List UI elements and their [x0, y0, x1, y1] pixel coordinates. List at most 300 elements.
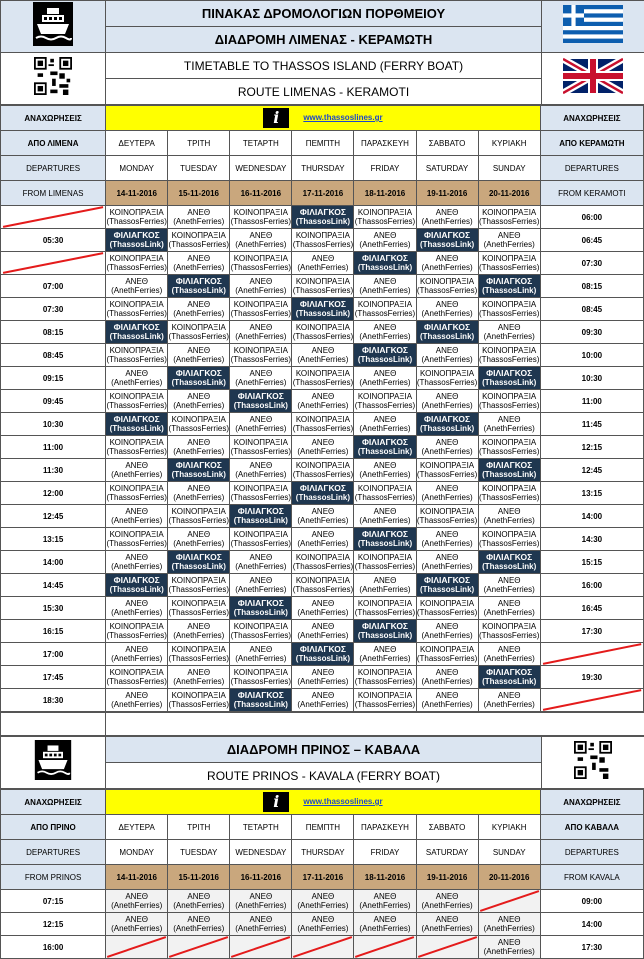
operator-name: ΑΝΕΘ: [292, 392, 353, 401]
operator-name: ΦΙΛΙΑΓΚΟΣ: [168, 461, 229, 470]
label-left: DEPARTURES: [1, 156, 106, 181]
operator-name: ΑΝΕΘ: [230, 415, 291, 424]
operator-cell: [106, 689, 168, 712]
operator-company: (ThassosFerries): [106, 355, 167, 364]
timetable-prinos-kavala: [0, 789, 644, 959]
website-link[interactable]: [106, 790, 541, 815]
operator-cell: [106, 574, 168, 597]
operator-name: ΚΟΙΝΟΠΡΑΞΙΑ: [292, 369, 353, 378]
operator-name: ΑΝΕΘ: [479, 691, 540, 700]
operator-company: (ThassosLink): [230, 516, 291, 525]
departure-time-left: 07:30: [1, 298, 106, 321]
operator-company: (AnethFerries): [106, 516, 167, 525]
operator-name: ΑΝΕΘ: [417, 346, 478, 355]
operator-name: ΑΝΕΘ: [292, 530, 353, 539]
cancelled-slash: [1, 252, 105, 274]
operator-company: (AnethFerries): [168, 447, 229, 456]
operator-cell: [354, 390, 416, 413]
operator-company: (AnethFerries): [168, 924, 229, 933]
operator-cell: [478, 574, 540, 597]
operator-company: (AnethFerries): [292, 608, 353, 617]
operator-name: ΑΝΕΘ: [168, 622, 229, 631]
operator-company: (AnethFerries): [479, 700, 540, 709]
operator-cell: [478, 528, 540, 551]
operator-cell: [478, 689, 540, 712]
operator-cell: [478, 206, 540, 229]
operator-cell: [106, 436, 168, 459]
operator-company: (ThassosLink): [292, 654, 353, 663]
route2-title-en: ROUTE PRINOS - KAVALA (FERRY BOAT): [106, 763, 542, 789]
table-row: [1, 528, 644, 551]
operator-name: ΚΟΙΝΟΠΡΑΞΙΑ: [106, 484, 167, 493]
table-row: [1, 551, 644, 574]
cancelled-slash: [1, 206, 105, 228]
cancelled-slash: [479, 890, 540, 912]
operator-name: ΑΝΕΘ: [230, 231, 291, 240]
operator-name: ΚΟΙΝΟΠΡΑΞΙΑ: [230, 438, 291, 447]
operator-cell: [230, 574, 292, 597]
operator-company: (ThassosLink): [417, 240, 478, 249]
operator-cell: [478, 229, 540, 252]
operator-company: (ThassosLink): [354, 539, 415, 548]
no-sailing-cell: [478, 890, 540, 913]
operator-company: (AnethFerries): [479, 608, 540, 617]
operator-name: ΑΝΕΘ: [106, 645, 167, 654]
operator-name: ΚΟΙΝΟΠΡΑΞΙΑ: [292, 415, 353, 424]
operator-name: ΚΟΙΝΟΠΡΑΞΙΑ: [417, 277, 478, 286]
operator-cell: [106, 551, 168, 574]
operator-company: (ThassosLink): [106, 585, 167, 594]
operator-cell: [478, 505, 540, 528]
operator-name: ΦΙΛΙΑΓΚΟΣ: [168, 369, 229, 378]
cancelled-slash: [541, 689, 643, 711]
departure-time-left: 08:45: [1, 344, 106, 367]
operator-cell: [416, 528, 478, 551]
label-right: DEPARTURES: [540, 156, 643, 181]
operator-cell: [292, 620, 354, 643]
operator-cell: [478, 321, 540, 344]
table-row: [1, 344, 644, 367]
operator-cell: [416, 252, 478, 275]
operator-cell: [416, 620, 478, 643]
operator-name: ΑΝΕΘ: [292, 668, 353, 677]
departure-time-right: 16:00: [540, 574, 643, 597]
operator-cell: [354, 551, 416, 574]
operator-company: (ThassosFerries): [106, 309, 167, 318]
operator-name: ΚΟΙΝΟΠΡΑΞΙΑ: [479, 530, 540, 539]
operator-company: (AnethFerries): [354, 424, 415, 433]
operator-cell: [106, 413, 168, 436]
operator-company: (AnethFerries): [417, 309, 478, 318]
operator-company: (AnethFerries): [230, 424, 291, 433]
operator-cell: [230, 367, 292, 390]
label-right: FROM KAVALA: [540, 865, 643, 890]
operator-company: (AnethFerries): [417, 631, 478, 640]
operator-cell: [416, 574, 478, 597]
operator-name: ΑΝΕΘ: [168, 208, 229, 217]
day-gr: ΣΑΒΒΑΤΟ: [416, 131, 478, 156]
operator-name: ΑΝΕΘ: [479, 231, 540, 240]
operator-name: ΑΝΕΘ: [354, 915, 415, 924]
operator-cell: [478, 252, 540, 275]
operator-name: ΑΝΕΘ: [168, 484, 229, 493]
operator-name: ΑΝΕΘ: [292, 346, 353, 355]
uk-flag-cell: [542, 53, 644, 105]
operator-cell: [168, 913, 230, 936]
operator-company: (AnethFerries): [168, 355, 229, 364]
operator-company: (AnethFerries): [417, 217, 478, 226]
operator-name: ΚΟΙΝΟΠΡΑΞΙΑ: [106, 346, 167, 355]
operator-name: ΚΟΙΝΟΠΡΑΞΙΑ: [417, 599, 478, 608]
operator-name: ΑΝΕΘ: [230, 645, 291, 654]
day-en: TUESDAY: [168, 840, 230, 865]
operator-name: ΑΝΕΘ: [354, 277, 415, 286]
operator-company: (ThassosFerries): [168, 424, 229, 433]
operator-cell: [106, 298, 168, 321]
no-departure-left: [1, 206, 106, 229]
operator-cell: [478, 298, 540, 321]
operator-name: ΦΙΛΙΑΓΚΟΣ: [292, 300, 353, 309]
operator-name: ΦΙΛΙΑΓΚΟΣ: [230, 599, 291, 608]
operator-company: (ThassosFerries): [168, 700, 229, 709]
operator-cell: [230, 689, 292, 712]
operator-cell: [230, 275, 292, 298]
operator-name: ΚΟΙΝΟΠΡΑΞΙΑ: [230, 622, 291, 631]
operator-name: ΚΟΙΝΟΠΡΑΞΙΑ: [479, 438, 540, 447]
operator-company: (ThassosFerries): [230, 263, 291, 272]
departure-time-right: 15:15: [540, 551, 643, 574]
operator-name: ΦΙΛΙΑΓΚΟΣ: [354, 254, 415, 263]
ferry-logo-2: [1, 737, 106, 789]
operator-cell: [292, 390, 354, 413]
operator-cell: [106, 344, 168, 367]
operator-company: (AnethFerries): [417, 447, 478, 456]
operator-cell: [416, 643, 478, 666]
table-row: [1, 390, 644, 413]
operator-name: ΑΝΕΘ: [417, 892, 478, 901]
operator-company: (ThassosFerries): [106, 401, 167, 410]
table-row: [1, 298, 644, 321]
operator-company: (AnethFerries): [354, 240, 415, 249]
operator-company: (ThassosFerries): [230, 447, 291, 456]
operator-cell: [106, 890, 168, 913]
operator-company: (ThassosLink): [417, 332, 478, 341]
operator-name: ΑΝΕΘ: [230, 915, 291, 924]
operator-cell: [416, 666, 478, 689]
operator-company: (ThassosLink): [479, 677, 540, 686]
operator-name: ΚΟΙΝΟΠΡΑΞΙΑ: [479, 392, 540, 401]
operator-name: ΚΟΙΝΟΠΡΑΞΙΑ: [354, 484, 415, 493]
operator-cell: [106, 643, 168, 666]
operator-name: ΑΝΕΘ: [292, 438, 353, 447]
departure-time-right: 14:30: [540, 528, 643, 551]
operator-name: ΑΝΕΘ: [106, 915, 167, 924]
date-cell: 18-11-2016: [354, 181, 416, 206]
operator-company: (ThassosFerries): [479, 263, 540, 272]
operator-name: ΑΝΕΘ: [479, 507, 540, 516]
departure-time-left: 12:45: [1, 505, 106, 528]
table-row: [1, 252, 644, 275]
website-link[interactable]: [106, 106, 541, 131]
operator-company: (AnethFerries): [479, 654, 540, 663]
timetable-limenas-keramoti: [0, 105, 644, 712]
operator-company: (ThassosFerries): [479, 217, 540, 226]
operator-company: (ThassosLink): [230, 401, 291, 410]
operator-company: (AnethFerries): [292, 263, 353, 272]
operator-name: ΦΙΛΙΑΓΚΟΣ: [479, 461, 540, 470]
departure-time-left: 10:30: [1, 413, 106, 436]
operator-cell: [230, 413, 292, 436]
operator-name: ΑΝΕΘ: [230, 892, 291, 901]
operator-name: ΑΝΕΘ: [417, 553, 478, 562]
operator-company: (AnethFerries): [354, 924, 415, 933]
label-left: ΑΠΟ ΛΙΜΕΝΑ: [1, 131, 106, 156]
operator-name: ΑΝΕΘ: [106, 461, 167, 470]
operator-company: (AnethFerries): [230, 901, 291, 910]
no-sailing-cell: [416, 936, 478, 959]
operator-cell: [230, 666, 292, 689]
operator-name: ΚΟΙΝΟΠΡΑΞΙΑ: [479, 208, 540, 217]
operator-name: ΦΙΛΙΑΓΚΟΣ: [354, 530, 415, 539]
departure-time-left: 15:30: [1, 597, 106, 620]
operator-cell: [230, 298, 292, 321]
table-row: [1, 913, 644, 936]
operator-cell: [292, 344, 354, 367]
operator-cell: [354, 275, 416, 298]
operator-company: (ThassosFerries): [292, 332, 353, 341]
operator-company: (AnethFerries): [230, 924, 291, 933]
operator-name: ΑΝΕΘ: [354, 415, 415, 424]
table-row: [1, 666, 644, 689]
departure-time-right: 09:00: [540, 890, 643, 913]
operator-name: ΚΟΙΝΟΠΡΑΞΙΑ: [292, 323, 353, 332]
operator-cell: [292, 505, 354, 528]
operator-cell: [230, 206, 292, 229]
table-row: [1, 574, 644, 597]
departure-time-right: 09:30: [540, 321, 643, 344]
route2-title-gr: ΔΙΑΔΡΟΜΗ ΠΡΙΝΟΣ – ΚΑΒΑΛΑ: [106, 737, 542, 763]
operator-cell: [292, 666, 354, 689]
operator-cell: [292, 367, 354, 390]
departure-time-right: 14:00: [540, 505, 643, 528]
operator-cell: [292, 597, 354, 620]
operator-cell: [168, 482, 230, 505]
departure-time-left: 18:30: [1, 689, 106, 712]
operator-company: (ThassosLink): [106, 424, 167, 433]
operator-name: ΚΟΙΝΟΠΡΑΞΙΑ: [168, 645, 229, 654]
departure-time-left: 14:45: [1, 574, 106, 597]
no-sailing-cell: [292, 936, 354, 959]
departure-time-left: 12:15: [1, 913, 106, 936]
operator-company: (AnethFerries): [417, 677, 478, 686]
operator-name: ΚΟΙΝΟΠΡΑΞΙΑ: [230, 300, 291, 309]
operator-name: ΦΙΛΙΑΓΚΟΣ: [479, 369, 540, 378]
operator-company: (ThassosFerries): [106, 217, 167, 226]
operator-name: ΚΟΙΝΟΠΡΑΞΙΑ: [292, 231, 353, 240]
operator-company: (ThassosFerries): [230, 217, 291, 226]
day-en: SATURDAY: [416, 840, 478, 865]
operator-cell: [292, 413, 354, 436]
website-text[interactable]: www.thassoslines.gr: [303, 113, 382, 122]
operator-company: (ThassosFerries): [479, 493, 540, 502]
operator-company: (AnethFerries): [106, 654, 167, 663]
date-cell: 15-11-2016: [168, 865, 230, 890]
operator-cell: [416, 913, 478, 936]
operator-company: (ThassosFerries): [168, 654, 229, 663]
label-right: ΑΝΑΧΩΡΗΣΕΙΣ: [540, 790, 643, 815]
operator-name: ΦΙΛΙΑΓΚΟΣ: [106, 415, 167, 424]
operator-company: (ThassosFerries): [230, 355, 291, 364]
departure-time-right: 08:45: [540, 298, 643, 321]
operator-company: (AnethFerries): [292, 924, 353, 933]
operator-cell: [230, 321, 292, 344]
operator-cell: [106, 913, 168, 936]
operator-name: ΑΝΕΘ: [417, 392, 478, 401]
label-right: FROM KERAMOTI: [540, 181, 643, 206]
operator-cell: [354, 459, 416, 482]
operator-cell: [230, 390, 292, 413]
operator-name: ΦΙΛΙΑΓΚΟΣ: [417, 415, 478, 424]
operator-name: ΑΝΕΘ: [292, 892, 353, 901]
table-row: [1, 643, 644, 666]
operator-company: (ThassosFerries): [230, 309, 291, 318]
date-cell: 14-11-2016: [106, 865, 168, 890]
operator-name: ΚΟΙΝΟΠΡΑΞΙΑ: [292, 553, 353, 562]
operator-name: ΚΟΙΝΟΠΡΑΞΙΑ: [417, 645, 478, 654]
operator-cell: [106, 252, 168, 275]
operator-name: ΦΙΛΙΑΓΚΟΣ: [168, 277, 229, 286]
operator-company: (ThassosFerries): [106, 493, 167, 502]
operator-name: ΚΟΙΝΟΠΡΑΞΙΑ: [292, 576, 353, 585]
day-en: FRIDAY: [354, 840, 416, 865]
operator-name: ΚΟΙΝΟΠΡΑΞΙΑ: [354, 208, 415, 217]
operator-name: ΚΟΙΝΟΠΡΑΞΙΑ: [230, 208, 291, 217]
operator-cell: [168, 551, 230, 574]
operator-cell: [416, 206, 478, 229]
operator-cell: [354, 367, 416, 390]
label-right: DEPARTURES: [540, 840, 643, 865]
departure-time-left: 16:15: [1, 620, 106, 643]
operator-company: (ThassosFerries): [168, 585, 229, 594]
operator-company: (ThassosLink): [292, 493, 353, 502]
operator-cell: [292, 643, 354, 666]
operator-cell: [230, 505, 292, 528]
operator-name: ΑΝΕΘ: [354, 369, 415, 378]
departure-time-right: 14:00: [540, 913, 643, 936]
operator-name: ΑΝΕΘ: [168, 530, 229, 539]
operator-company: (ThassosFerries): [168, 240, 229, 249]
operator-company: (AnethFerries): [106, 470, 167, 479]
operator-cell: [168, 643, 230, 666]
operator-name: ΚΟΙΝΟΠΡΑΞΙΑ: [106, 300, 167, 309]
operator-cell: [168, 459, 230, 482]
day-en: THURSDAY: [292, 840, 354, 865]
date-cell: 20-11-2016: [478, 181, 540, 206]
operator-cell: [168, 252, 230, 275]
header-row: [1, 840, 644, 865]
departure-time-left: 17:45: [1, 666, 106, 689]
operator-company: (ThassosLink): [230, 700, 291, 709]
operator-cell: [168, 344, 230, 367]
operator-name: ΑΝΕΘ: [417, 438, 478, 447]
operator-cell: [478, 275, 540, 298]
day-en: THURSDAY: [292, 156, 354, 181]
operator-name: ΑΝΕΘ: [479, 645, 540, 654]
operator-name: ΑΝΕΘ: [417, 622, 478, 631]
departure-time-right: 17:30: [540, 936, 643, 959]
operator-company: (ThassosLink): [354, 447, 415, 456]
operator-name: ΚΟΙΝΟΠΡΑΞΙΑ: [106, 622, 167, 631]
operator-name: ΑΝΕΘ: [292, 915, 353, 924]
operator-company: (ThassosLink): [168, 562, 229, 571]
operator-cell: [416, 390, 478, 413]
operator-name: ΑΝΕΘ: [106, 277, 167, 286]
section1-header: [0, 0, 644, 105]
operator-company: (AnethFerries): [230, 286, 291, 295]
operator-name: ΑΝΕΘ: [230, 323, 291, 332]
operator-cell: [354, 206, 416, 229]
day-en: MONDAY: [106, 840, 168, 865]
day-gr: ΠΑΡΑΣΚΕΥΗ: [354, 131, 416, 156]
operator-name: ΚΟΙΝΟΠΡΑΞΙΑ: [230, 346, 291, 355]
operator-cell: [478, 936, 540, 959]
operator-name: ΚΟΙΝΟΠΡΑΞΙΑ: [230, 484, 291, 493]
operator-cell: [478, 597, 540, 620]
operator-cell: [292, 913, 354, 936]
route-subtitle-gr: ΔΙΑΔΡΟΜΗ ΛΙΜΕΝΑΣ - ΚΕΡΑΜΩΤΗ: [106, 27, 542, 53]
operator-name: ΑΝΕΘ: [417, 300, 478, 309]
operator-cell: [168, 229, 230, 252]
operator-cell: [416, 229, 478, 252]
operator-cell: [478, 551, 540, 574]
operator-cell: [354, 597, 416, 620]
departure-time-left: 08:15: [1, 321, 106, 344]
operator-name: ΦΙΛΙΑΓΚΟΣ: [479, 668, 540, 677]
operator-company: (AnethFerries): [354, 516, 415, 525]
operator-company: (ThassosFerries): [479, 309, 540, 318]
departure-time-left: 05:30: [1, 229, 106, 252]
operator-cell: [354, 321, 416, 344]
operator-name: ΑΝΕΘ: [230, 277, 291, 286]
departure-time-left: 12:00: [1, 482, 106, 505]
operator-cell: [168, 275, 230, 298]
operator-company: (ThassosLink): [168, 378, 229, 387]
website-text[interactable]: www.thassoslines.gr: [303, 797, 382, 806]
operator-company: (AnethFerries): [354, 332, 415, 341]
operator-company: (AnethFerries): [479, 332, 540, 341]
operator-cell: [230, 597, 292, 620]
operator-name: ΑΝΕΘ: [292, 254, 353, 263]
operator-cell: [354, 298, 416, 321]
operator-company: (ThassosLink): [479, 562, 540, 571]
operator-name: ΚΟΙΝΟΠΡΑΞΙΑ: [168, 576, 229, 585]
greek-flag-cell: [542, 1, 644, 53]
departure-time-right: 08:15: [540, 275, 643, 298]
operator-name: ΚΟΙΝΟΠΡΑΞΙΑ: [106, 668, 167, 677]
operator-name: ΚΟΙΝΟΠΡΑΞΙΑ: [168, 415, 229, 424]
operator-company: (AnethFerries): [168, 493, 229, 502]
operator-company: (AnethFerries): [168, 401, 229, 410]
operator-cell: [416, 597, 478, 620]
operator-cell: [106, 275, 168, 298]
date-cell: 17-11-2016: [292, 865, 354, 890]
operator-company: (AnethFerries): [417, 539, 478, 548]
operator-cell: [354, 413, 416, 436]
operator-name: ΚΟΙΝΟΠΡΑΞΙΑ: [168, 599, 229, 608]
operator-cell: [106, 206, 168, 229]
operator-company: (AnethFerries): [230, 654, 291, 663]
operator-cell: [106, 229, 168, 252]
